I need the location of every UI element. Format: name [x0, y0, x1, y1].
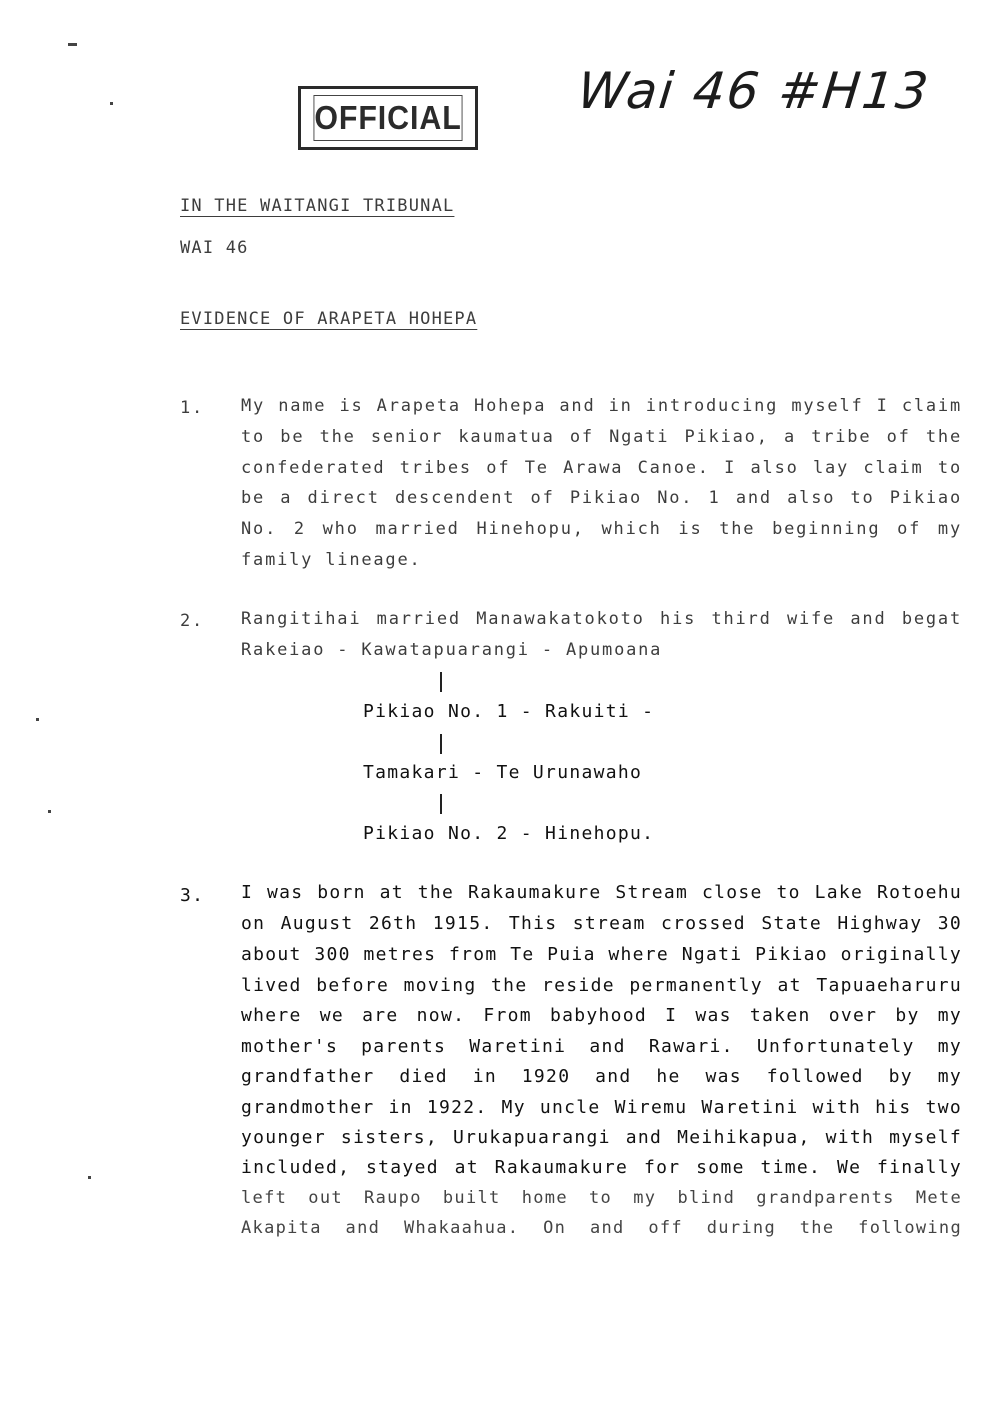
scan-speck — [48, 810, 51, 813]
lineage-connector — [440, 734, 442, 754]
paragraph-line: grandmother in 1922. My uncle Wiremu Waretini with his two — [241, 1097, 962, 1118]
paragraph-line: family lineage. — [241, 550, 422, 570]
paragraph-line: included, stayed at Rakaumakure for some time. We finally — [241, 1157, 962, 1178]
handwritten-reference: Wai 46 #H13 — [574, 62, 933, 120]
paragraph-line: Akapita and Whakaahua. On and off during the following — [241, 1218, 962, 1238]
scan-speck — [68, 43, 77, 46]
official-stamp-label: OFFICIAL — [313, 95, 462, 141]
genealogy-line: Pikiao No. 2 - Hinehopu. — [363, 823, 655, 844]
court-heading: IN THE WAITANGI TRIBUNAL — [180, 196, 455, 216]
official-stamp — [298, 86, 478, 150]
paragraph-line: grandfather died in 1920 and he was followed by my — [241, 1066, 962, 1087]
paragraph-line: I was born at the Rakaumakure Stream close to Lake Rotoehu — [241, 882, 962, 903]
genealogy-line: Tamakari - Te Urunawaho — [363, 762, 643, 783]
paragraph-number: 2. — [180, 611, 205, 631]
paragraph-line: younger sisters, Urukapuarangi and Meihikapua, with myself — [241, 1127, 962, 1148]
lineage-connector — [440, 672, 442, 692]
paragraph-line: No. 2 who married Hinehopu, which is the beginning of my — [241, 519, 962, 539]
paragraph-number: 3. — [180, 885, 205, 906]
paragraph-line: where we are now. From babyhood I was taken over by my — [241, 1005, 962, 1026]
paragraph-line: mother's parents Waretini and Rawari. Unfortunately my — [241, 1036, 962, 1057]
lineage-connector — [440, 794, 442, 814]
scan-speck — [36, 718, 39, 721]
paragraph-line: on August 26th 1915. This stream crossed State Highway 30 — [241, 913, 962, 934]
paragraph-number: 1. — [180, 398, 205, 418]
paragraph-line: lived before moving the reside permanently at Tapuaeharuru — [241, 975, 962, 996]
scan-speck — [110, 102, 113, 105]
scan-speck — [88, 1176, 91, 1179]
paragraph-line: be a direct descendent of Pikiao No. 1 and also to Pikiao — [241, 488, 962, 508]
paragraph-line: about 300 metres from Te Puia where Ngati Pikiao originally — [241, 944, 962, 965]
claim-number: WAI 46 — [180, 238, 249, 258]
paragraph-line: Rangitihai married Manawakatokoto his third wife and begat — [241, 609, 962, 629]
document-title: EVIDENCE OF ARAPETA HOHEPA — [180, 309, 478, 329]
paragraph-line: My name is Arapeta Hohepa and in introducing myself I claim — [241, 396, 962, 416]
paragraph-line: left out Raupo built home to my blind grandparents Mete — [241, 1188, 962, 1208]
paragraph-line: confederated tribes of Te Arawa Canoe. I also lay claim to — [241, 458, 962, 478]
paragraph-line: to be the senior kaumatua of Ngati Pikiao, a tribe of the — [241, 427, 962, 447]
paragraph-line: Rakeiao - Kawatapuarangi - Apumoana — [241, 640, 663, 660]
genealogy-line: Pikiao No. 1 - Rakuiti - — [363, 701, 655, 722]
